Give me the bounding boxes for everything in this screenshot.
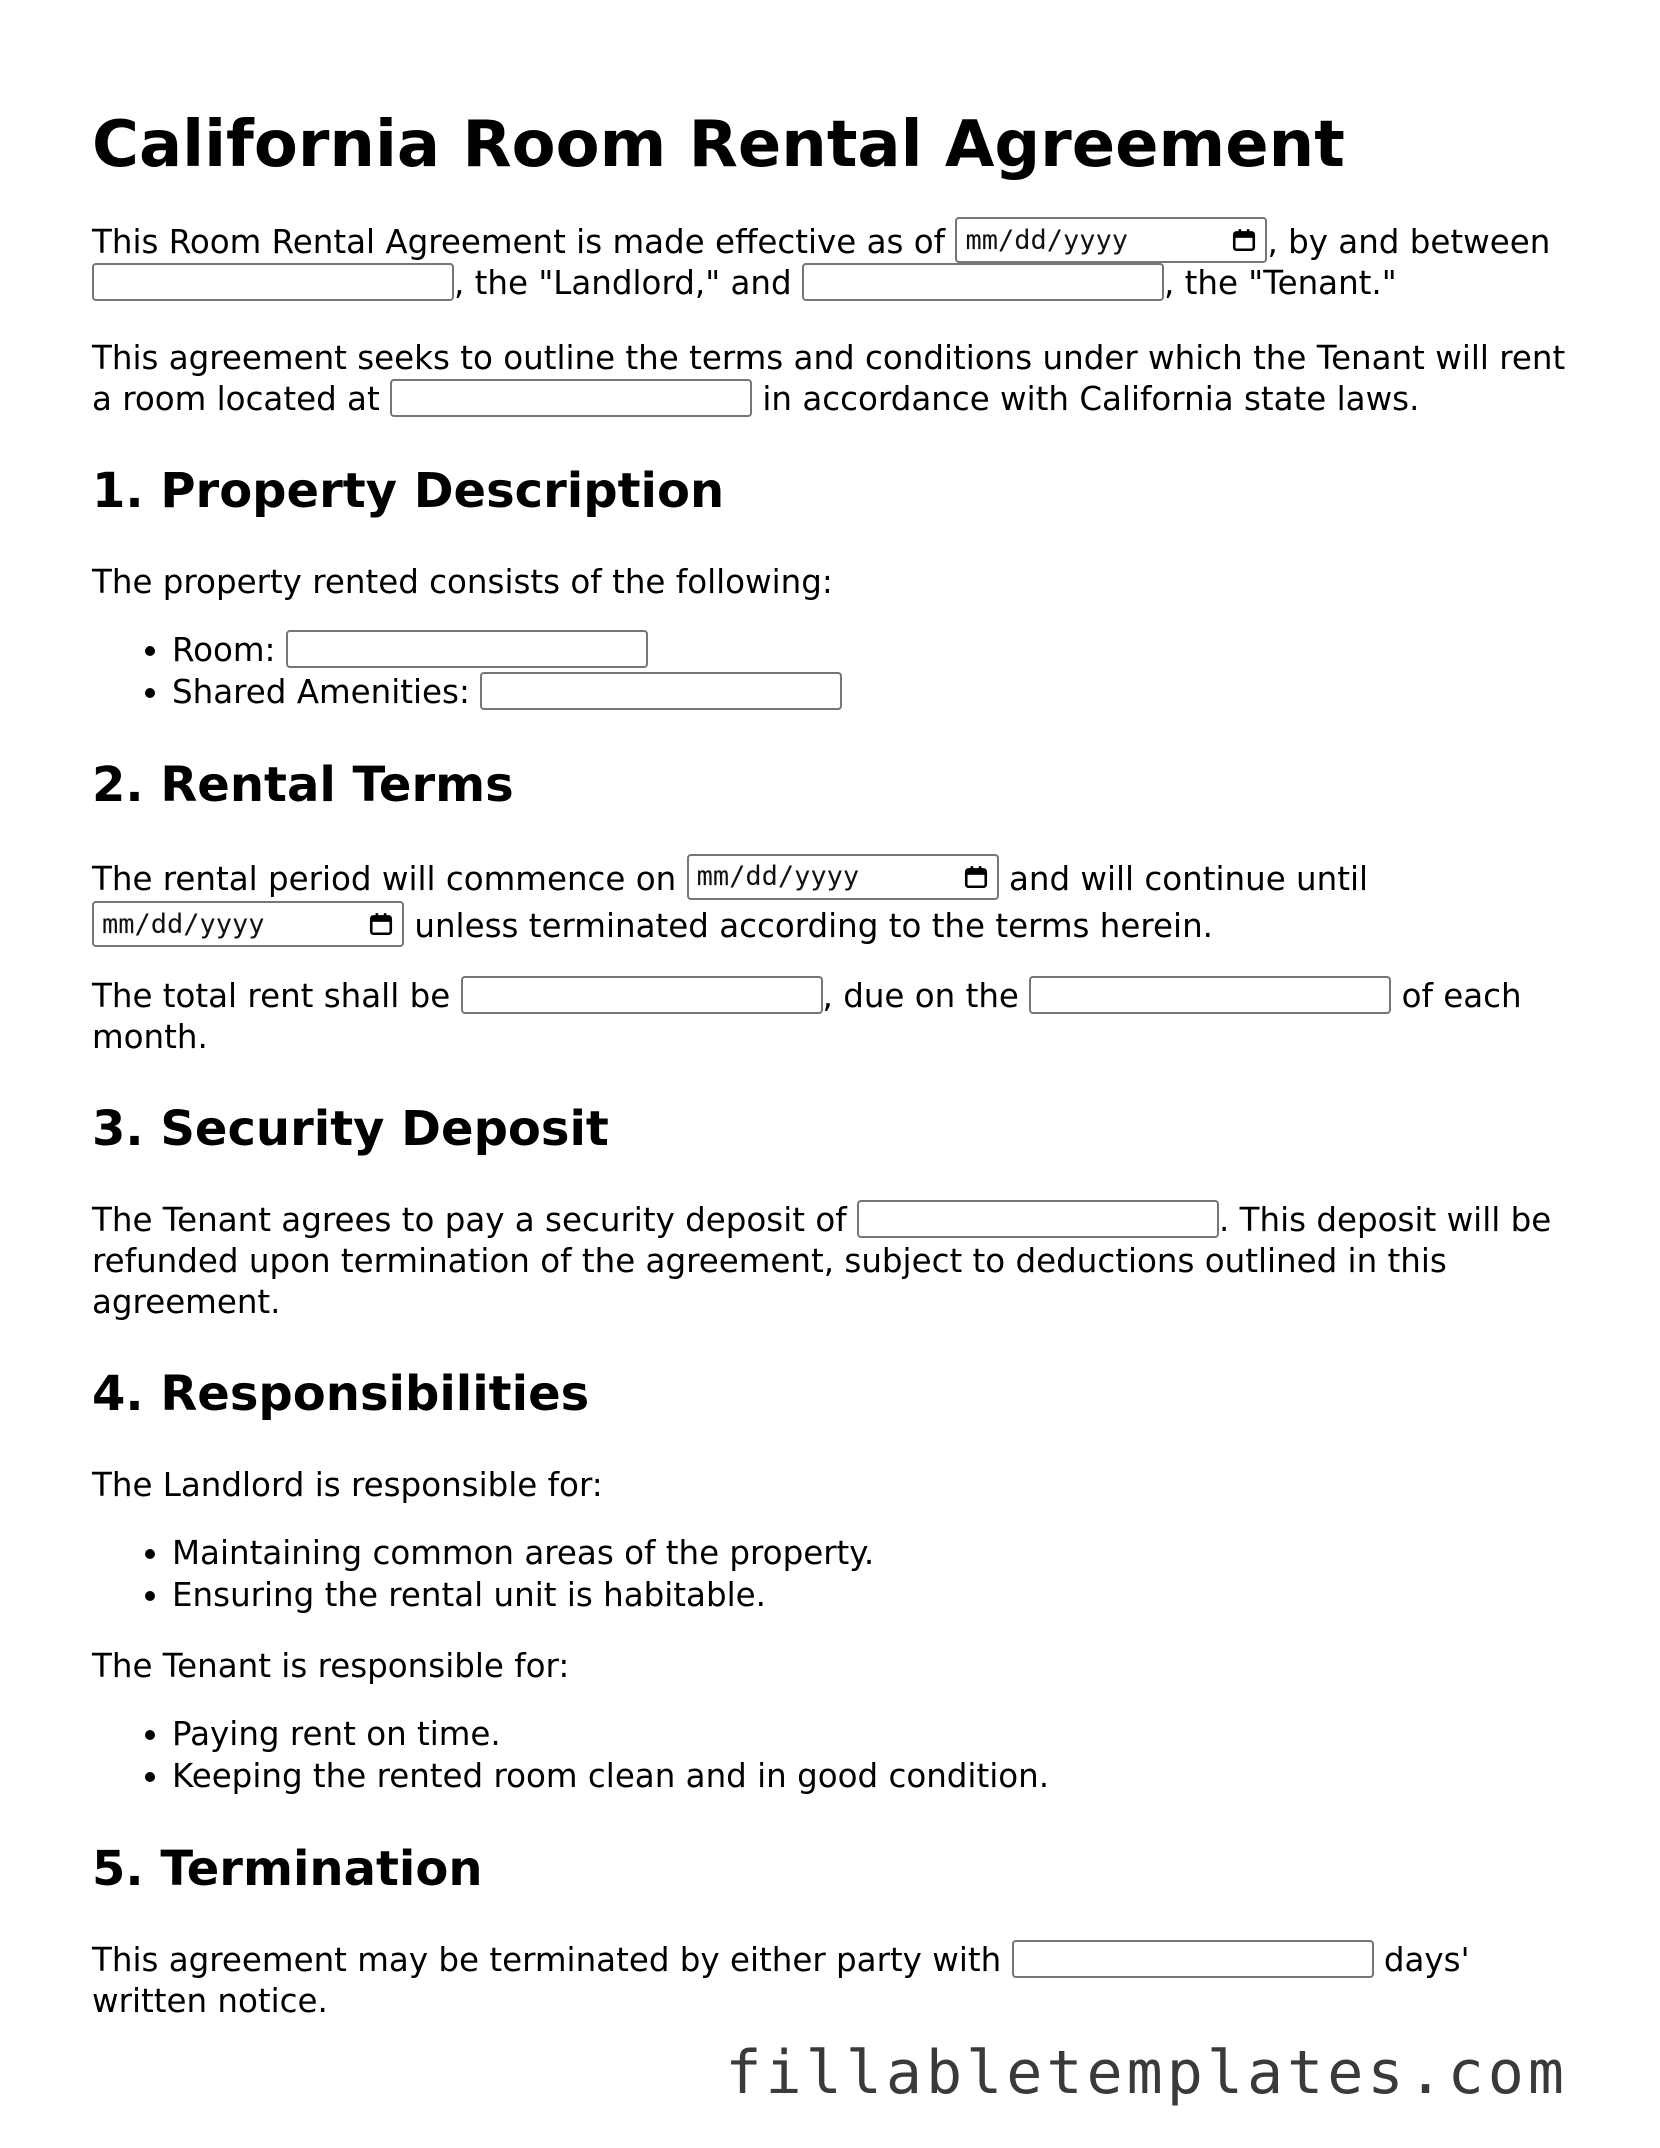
landlord-name-input[interactable]	[92, 263, 454, 301]
calendar-icon[interactable]	[1231, 227, 1257, 253]
effective-date-input[interactable]	[955, 217, 1267, 263]
watermark: fillabletemplates.com	[725, 2038, 1568, 2108]
landlord-responsibilities-list	[92, 1532, 1568, 1617]
section1-heading: 1. Property Description	[92, 463, 725, 520]
section4-heading: 4. Responsibilities	[92, 1366, 590, 1423]
property-list	[92, 629, 1568, 714]
location-text-b: in accordance with California state laws.	[762, 379, 1420, 418]
rent-text-b: , due on the	[822, 977, 1019, 1016]
termination-text-b: days' written notice.	[92, 1941, 1470, 2020]
list-item: • Paying rent on time.	[172, 1713, 1568, 1755]
landlord-responsibilities-intro: The Landlord is responsible for:	[92, 1465, 603, 1504]
room-address-input[interactable]	[390, 379, 752, 417]
start-date-placeholder: mm/dd/yyyy	[696, 861, 860, 893]
intro-text-d: , the "Tenant."	[1163, 264, 1397, 303]
room-input[interactable]	[286, 630, 648, 668]
calendar-icon[interactable]	[368, 911, 394, 937]
effective-date-placeholder: mm/dd/yyyy	[965, 224, 1128, 256]
section2-heading: 2. Rental Terms	[92, 757, 514, 814]
document-title: California Room Rental Agreement	[92, 108, 1345, 182]
rental-period-text-a: The rental period will commence on	[92, 859, 677, 898]
security-deposit-input[interactable]	[857, 1200, 1219, 1238]
start-date-input[interactable]	[687, 854, 999, 900]
rent-text-a: The total rent shall be	[92, 977, 451, 1016]
list-item: • Keeping the rented room clean and in good condition.	[172, 1755, 1568, 1797]
intro-text-c: , the "Landlord," and	[454, 264, 792, 303]
rent-paragraph	[92, 976, 1568, 1057]
rental-period-paragraph	[92, 856, 1568, 950]
location-paragraph	[92, 338, 1568, 419]
tenant-responsibilities-list	[92, 1713, 1568, 1798]
termination-paragraph	[92, 1940, 1568, 2021]
shared-amenities-input[interactable]	[480, 672, 842, 710]
notice-days-input[interactable]	[1012, 1940, 1374, 1978]
termination-text-a: This agreement may be terminated by either party with	[92, 1941, 1002, 1979]
list-item: • Maintaining common areas of the property.	[172, 1532, 1568, 1574]
intro-text-a: This Room Rental Agreement is made effective as of	[92, 223, 946, 262]
room-label: Room:	[172, 630, 276, 669]
location-text-a: This agreement seeks to outline the terms and conditions under which the Tenant will rent a room located at	[92, 339, 1566, 418]
rent-text-c: of each month.	[92, 977, 1522, 1056]
intro-text-b: , by and between	[1267, 223, 1551, 262]
due-day-input[interactable]	[1029, 976, 1391, 1014]
intro-paragraph	[92, 222, 1568, 304]
tenant-name-input[interactable]	[802, 263, 1164, 301]
deposit-text-a: The Tenant agrees to pay a security deposit of	[92, 1201, 847, 1240]
end-date-placeholder: mm/dd/yyyy	[102, 908, 265, 940]
list-item: • Ensuring the rental unit is habitable.	[172, 1574, 1568, 1616]
shared-amenities-label: Shared Amenities:	[172, 672, 470, 711]
section3-heading: 3. Security Deposit	[92, 1101, 609, 1158]
deposit-paragraph	[92, 1200, 1568, 1322]
section5-heading: 5. Termination	[92, 1841, 483, 1898]
calendar-icon[interactable]	[963, 864, 989, 890]
rental-period-text-b: and will continue until	[1008, 859, 1369, 898]
list-item	[172, 629, 1568, 671]
total-rent-input[interactable]	[461, 976, 823, 1014]
rental-period-text-c: unless terminated according to the terms herein.	[414, 907, 1214, 946]
end-date-input[interactable]	[92, 901, 404, 947]
tenant-responsibilities-intro: The Tenant is responsible for:	[92, 1647, 570, 1686]
list-item	[172, 671, 1568, 713]
deposit-text-b: . This deposit will be refunded upon termination of the agreement, subject to deductions outlined in this agreement.	[92, 1201, 1552, 1321]
property-intro: The property rented consists of the following:	[92, 563, 833, 602]
